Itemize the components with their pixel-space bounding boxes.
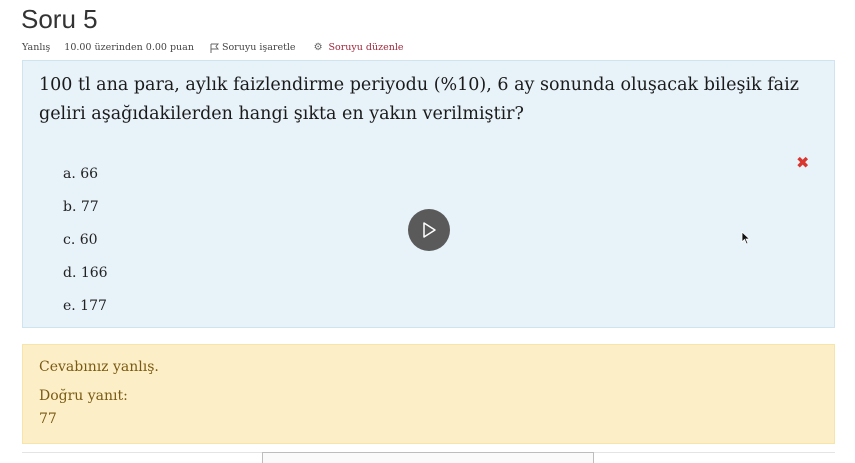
page-title: Soru 5 [21, 4, 98, 34]
bottom-navigation-bar [262, 452, 594, 463]
feedback-box [22, 344, 835, 444]
answer-option-d[interactable]: d. 166 [63, 264, 108, 281]
correct-answer-value: 77 [39, 411, 57, 427]
mouse-pointer-icon [741, 231, 751, 245]
question-box [22, 60, 835, 328]
edit-question-link[interactable] [314, 42, 404, 53]
grade-text: 10.00 üzerinden 0.00 puan [64, 42, 194, 53]
question-text: 100 tl ana para, aylık faizlendirme periyodu (%10), 6 ay sonunda oluşacak bileşik faiz geliri aşağıdakilerden hangi şıkta en yakın verilmiştir? [39, 75, 799, 124]
question-info [22, 42, 404, 53]
answer-option-c[interactable]: c. 60 [63, 231, 98, 248]
feedback-result: Cevabınız yanlış. [39, 359, 159, 375]
flag-question-link[interactable] [210, 42, 296, 53]
wrong-answer-icon: ✖ [796, 153, 810, 172]
answer-option-b[interactable]: b. 77 [63, 198, 99, 215]
answer-list [63, 157, 108, 322]
play-button[interactable] [408, 209, 450, 251]
flag-icon [210, 43, 219, 53]
gear-icon: ⚙ [313, 42, 323, 53]
edit-question-label: Soruyu düzenle [328, 42, 404, 53]
status-text: Yanlış [22, 42, 51, 53]
answer-option-e[interactable]: e. 177 [63, 297, 107, 314]
correct-answer-label: Doğru yanıt: [39, 388, 128, 404]
play-icon [421, 221, 437, 239]
flag-question-label: Soruyu işaretle [221, 42, 296, 53]
answer-option-a[interactable]: a. 66 [63, 165, 99, 182]
